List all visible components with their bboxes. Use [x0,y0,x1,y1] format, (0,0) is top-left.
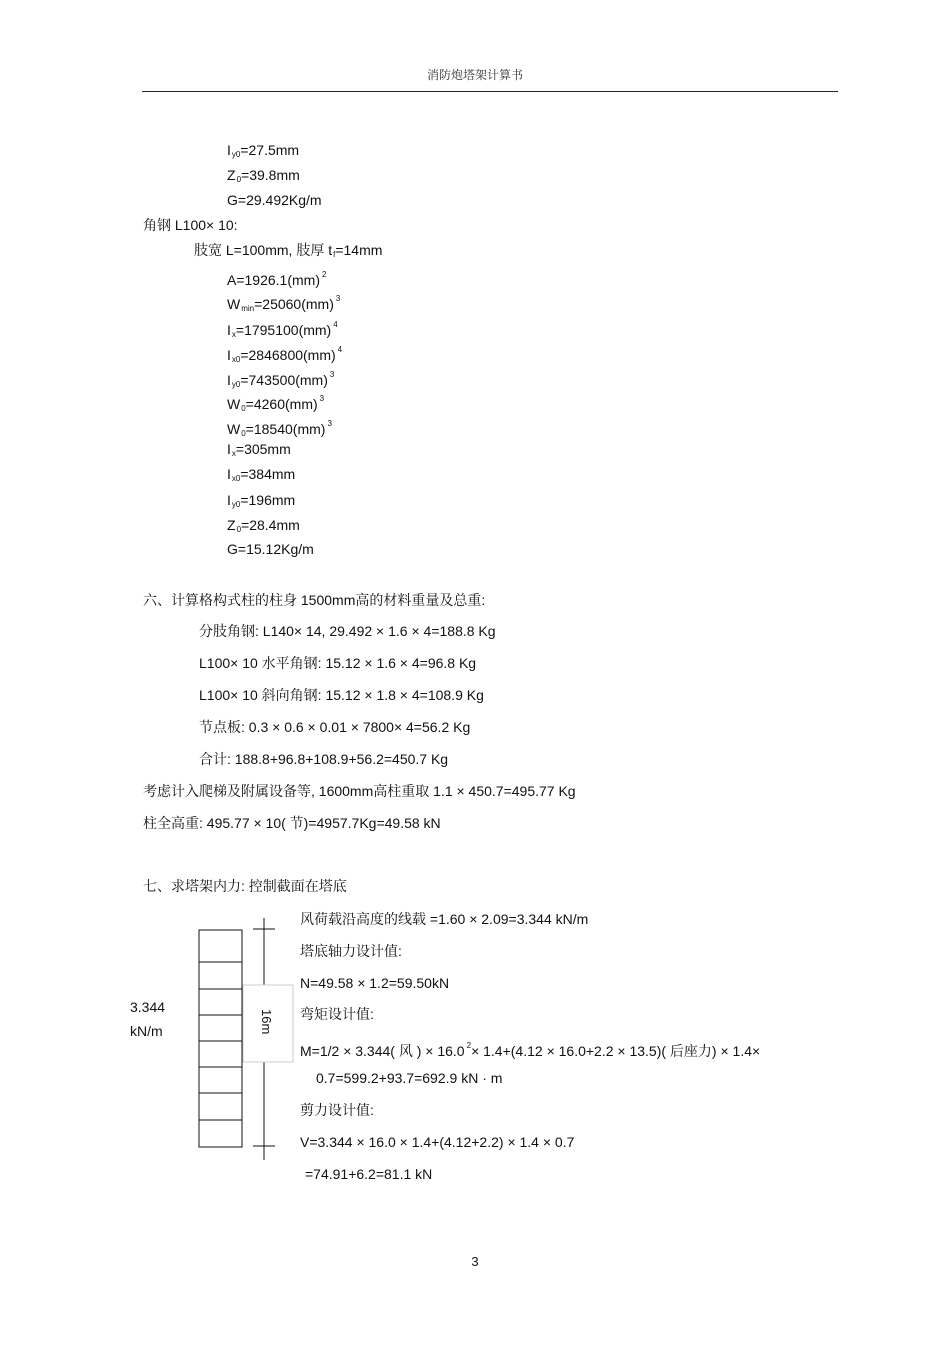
prop-g: G=29.492Kg/m [227,192,322,208]
prop-iy0: $I_{y0}=27.5mm$ [227,142,300,159]
prop-ix: $I_x=1795100(mm)$ $^4$ [227,320,338,339]
section7-line-shear: V=3.344 × 16.0 × 1.4+(4.12+2.2) × 1.4 × 0.7 [300,1134,575,1150]
angle-dims: 肢宽 L=100mm, 肢厚 $t_f=14mm$ [194,242,383,259]
section7-line-moment-heading: 弯矩设计值: [300,1006,374,1022]
section6-line-5: 合计: 188.8+96.8+108.9+56.2=450.7 Kg [199,751,449,767]
section7-line-wind: 风荷载沿高度的线载 =1.60 × 2.09=3.344 kN/m [300,911,589,927]
section7-line-shear-heading: 剪力设计值: [300,1102,374,1118]
section6-title: 六、计算格构式柱的柱身 1500mm高的材料重量及总重: [143,592,486,608]
prop-ix0: $I_{x0}=2846800(mm)$ $^4$ [227,345,343,364]
section6-consider: 考虑计入爬梯及附属设备等, 1600mm高柱重取 1.1 × 450.7=495.77 Kg [143,783,576,799]
section6-line-3: L100× 10 斜向角钢: 15.12 × 1.8 × 4=108.9 Kg [199,687,484,703]
prop-ix0-radius: $I_{x0}=384mm$ [227,466,296,483]
prop-ix-radius: $I_x=305mm$ [227,441,291,458]
section7-line-moment-result: 0.7=599.2+93.7=692.9 kN · m [316,1070,503,1086]
section6-line-2: L100× 10 水平角钢: 15.12 × 1.6 × 4=96.8 Kg [199,655,477,671]
section6-line-4: 节点板: 0.3 × 0.6 × 0.01 × 7800× 4=56.2 Kg [199,719,471,735]
page-header-title: 消防炮塔架计算书 [426,68,523,82]
section6-total: 柱全高重: 495.77 × 10( 节)=4957.7Kg=49.58 kN [143,815,441,831]
section7-line-axial-heading: 塔底轴力设计值: [300,943,402,959]
prop-w0-b: $W_0=18540(mm)$ $^3$ [227,419,332,438]
section6-line-1: 分肢角钢: L140× 14, 29.492 × 1.6 × 4=188.8 Kg [199,623,496,639]
tower-column-outline [199,930,242,1147]
prop-iy0-l100: $I_{y0}=743500(mm)$ $^3$ [227,370,335,389]
tower-height-label: 16m [259,1009,274,1035]
section7-line-shear-result: =74.91+6.2=81.1 kN [305,1166,433,1182]
angle-title: 角钢 L100× 10: [143,217,238,233]
prop-z0: $Z_0=39.8mm$ [227,167,300,184]
page-number: 3 [471,1254,479,1269]
prop-z0-l100: $Z_0=28.4mm$ [227,517,300,534]
load-value-label: 3.344 [130,999,166,1015]
load-unit-label: kN/m [130,1023,163,1039]
prop-g-l100: G=15.12Kg/m [227,541,314,557]
prop-wmin: $W_{min}=25060(mm)$ $^3$ [227,294,341,313]
prop-w0-a: $W_0=4260(mm)$ $^3$ [227,394,325,413]
prop-iy0-radius: $I_{y0}=196mm$ [227,492,296,509]
section7-line-axial: N=49.58 × 1.2=59.50kN [300,975,450,991]
section7-line-moment: M=1/2 × 3.344( 风 ) × 16.0 $^2$× 1.4+(4.12 × 16.0+2.2 × 13.5)( 后座力) × 1.4× [300,1041,761,1059]
section7-title: 七、求塔架内力: 控制截面在塔底 [143,878,347,894]
prop-area: A=1926.1(mm) $^2$ [227,270,327,288]
